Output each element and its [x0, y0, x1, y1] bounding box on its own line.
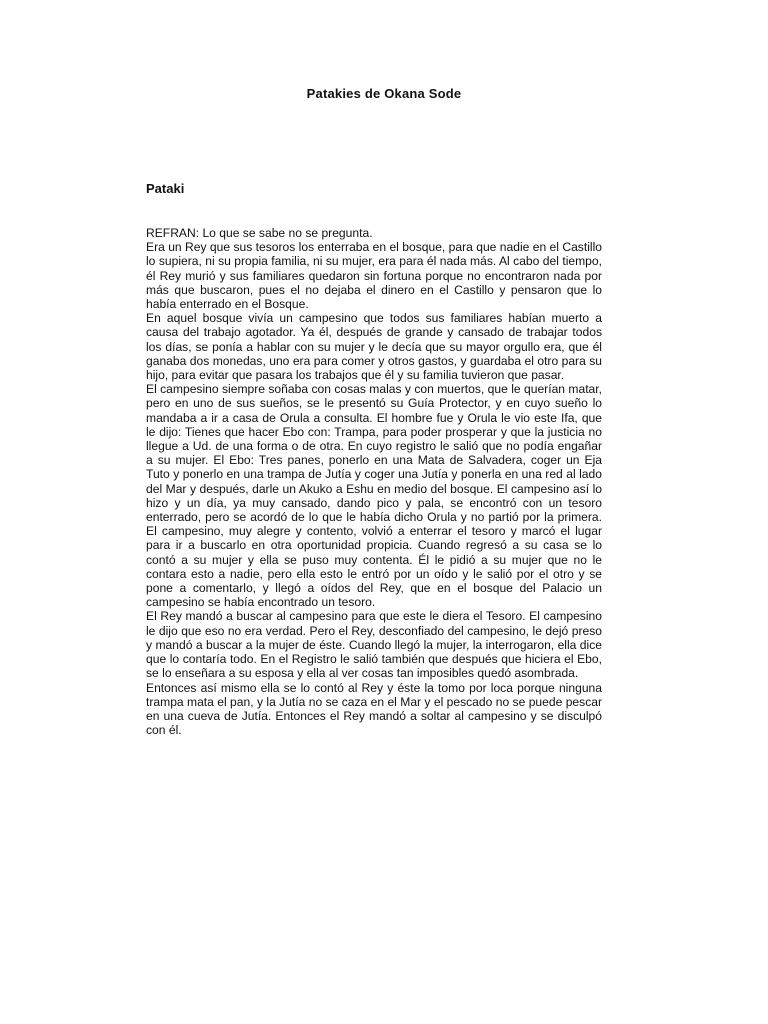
paragraph: Era un Rey que sus tesoros los enterraba en el bosque, para que nadie en el Castillo lo supiera, ni su propia familia, ni su mujer, era para él nada más. Al cabo del tiempo, él Rey murió y sus familiares quedaron sin fortuna porque no encontraron nada por más que buscaron, pues el no dejaba el dinero en el Castillo y pensaron que lo había enterrado en el Bosque. [146, 240, 602, 312]
paragraph: En aquel bosque vivía un campesino que todos sus familiares habían muerto a causa del trabajo agotador. Ya él, después de grande y cansado de trabajar todos los días, se ponía a hablar con su mujer y le decía que su mayor orgullo era, que él ganaba dos monedas, uno era para comer y otros gastos, y guardaba el otro para su hijo, para evitar que pasara los trabajos que él y su familia tuvieron que pasar. [146, 311, 602, 383]
document-body [146, 226, 602, 737]
section-heading: Pataki [146, 181, 185, 196]
refran-line: REFRAN: Lo que se sabe no se pregunta. [146, 226, 373, 240]
paragraph: Entonces así mismo ella se lo contó al Rey y éste la tomo por loca porque ninguna trampa mata el pan, y la Jutía no se caza en el Mar y el pescado no se puede pescar en una cueva de Jutía. Entonces el Rey mandó a soltar al campesino y se disculpó con él. [146, 680, 602, 738]
paragraph: El Rey mandó a buscar al campesino para que este le diera el Tesoro. El campesino le dijo que eso no era verdad. Pero el Rey, desconfiado del campesino, le dejó preso y mandó a buscar a la mujer de éste. Cuando llegó la mujer, la interrogaron, ella dice que lo contaría todo. En el Registro le salió también que después que hiciera el Ebo, se lo enseñara a su esposa y ella al ver cosas tan imposibles quedó asombrada. [146, 609, 602, 681]
paragraph: El campesino siempre soñaba con cosas malas y con muertos, que le querían matar, pero en uno de sus sueños, se le presentó su Guía Protector, y en cuyo sueño lo mandaba a ir a casa de Orula a consulta. El hombre fue y Orula le vio este Ifa, que le dijo: Tienes que hacer Ebo con: Trampa, para poder prosperar y que la justicia no llegue a Ud. de una forma o de otra. En cuyo registro le salió que no podía engañar a su mujer. El Ebo: Tres panes, ponerlo en una Mata de Salvadera, coger un Eja Tuto y ponerlo en una trampa de Jutía y coger una Jutía y ponerla en una red al lado del Mar y después, darle un Akuko a Eshu en medio del bosque. El campesino así lo hizo y un día, ya muy cansado, dando pico y pala, se encontró con un tesoro enterrado, pero se acordó de lo que le había dicho Orula y no partió por la primera. El campesino, muy alegre y contento, volvió a enterrar el tesoro y marcó el lugar para ir a buscarlo en otra oportunidad propicia. Cuando regresó a su casa se lo contó a su mujer y ella se puso muy contenta. Él le pidió a su mujer que no le contara esto a nadie, pero ella esto le entró por un oído y le salió por el otro y se pone a comentarlo, y llegó a oídos del Rey, que en el bosque del Palacio un campesino se había encontrado un tesoro. [146, 382, 602, 610]
document-title: Patakies de Okana Sode [306, 86, 462, 101]
